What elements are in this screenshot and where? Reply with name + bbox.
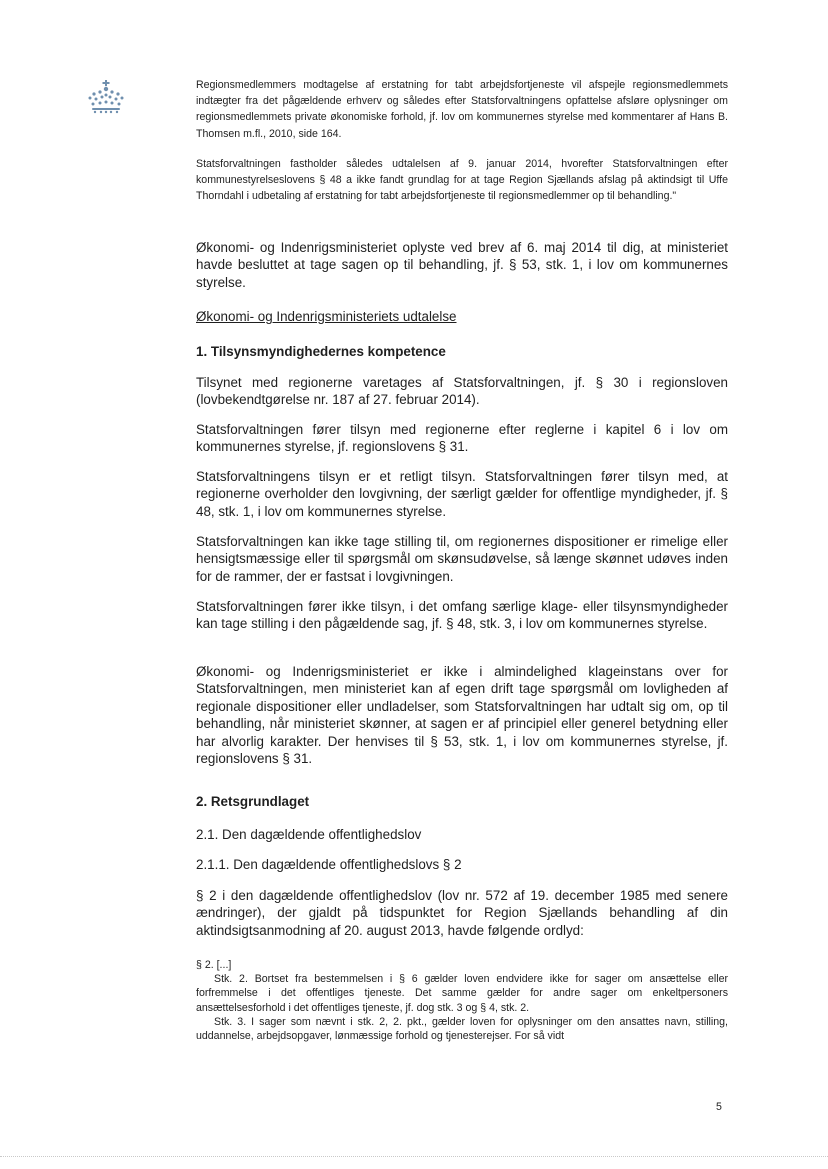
legal-quote-line: Stk. 3. I sager som nævnt i stk. 2, 2. pkt., gælder loven for oplysninger om den ansattes navn, stilling, uddannelse, arbejdsopgaver, lønmæssige forhold og tjenesterejser. For så vidt [196,1015,728,1043]
section-1-paragraph: Økonomi- og Indenrigsministeriet er ikke i almindelighed klageinstans over for Statsforvaltningen, men ministeriet kan af egen drift tage spørgsmål om lovligheden af regionale dispositioner eller undladelser, som Statsforvaltningen har udtalt sig om, op til behandling, når ministeriet skønner, at sagen er af principiel eller generel betydning eller har alvorlig karakter. Der henvises til § 53, stk. 1, i lov om kommunernes styrelse, jf. regionslovens § 31. [196,664,728,767]
quote-paragraph-2: Statsforvaltningen fastholder således udtalelsen af 9. januar 2014, hvorefter Statsforvaltningen efter kommunestyrelseslovens § 48 a ikke fandt grundlag for at tage Region Sjællands afslag på aktindsigt til Uffe Thorndahl i udbetaling af erstatning for tabt arbejdsfortjeneste til regionsmedlemmer op til behandling." [196,158,728,203]
intro-paragraph: Økonomi- og Indenrigsministeriet oplyste ved brev af 6. maj 2014 til dig, at ministeriet havde besluttet at tage sagen op til behandling, jf. § 53, stk. 1, i lov om kommunernes styrelse. [196,240,728,290]
section-1-paragraph: Tilsynet med regionerne varetages af Statsforvaltningen, jf. § 30 i regionsloven (lovbekendtgørelse nr. 187 af 27. februar 2014). [196,375,728,408]
section-1-heading: 1. Tilsynsmyndighedernes kompetence [196,344,446,359]
section-1-paragraph: Statsforvaltningen fører tilsyn med regionerne efter reglerne i kapitel 6 i lov om kommunernes styrelse, jf. regionslovens § 31. [196,422,728,455]
legal-quote [196,958,728,1043]
footer-divider [0,1156,828,1157]
section-title: Økonomi- og Indenrigsministeriets udtalelse [196,309,457,324]
section-2-subheading: 2.1.1. Den dagældende offentlighedslovs § 2 [196,857,462,872]
section-2-subheading: 2.1. Den dagældende offentlighedslov [196,827,422,842]
section-1-paragraph: Statsforvaltningens tilsyn er et retligt tilsyn. Statsforvaltningen fører tilsyn med, at regionerne overholder den lovgivning, der særligt gælder for offentlige myndigheder, jf. § 48, stk. 1, i lov om kommunernes styrelse. [196,469,728,519]
section-1-paragraph: Statsforvaltningen kan ikke tage stilling til, om regionernes dispositioner er rimelige eller hensigtsmæssige eller til spørgsmål om skønsudøvelse, så længe skønnet udøves inden for de rammer, der er fastsat i lovgivningen. [196,534,728,584]
quote-paragraph-1: Regionsmedlemmers modtagelse af erstatning for tabt arbejdsfortjeneste vil afspejle regionsmedlemmets indtægter fra det pågældende erhverv og således efter Statsforvaltningens opfattelse afsløre oplysninger om regionsmedlemmets private økonomiske forhold, jf. lov om kommunernes styrelse med kommentarer af Hans B. Thomsen m.fl., 2010, side 164. [196,79,728,140]
page-number: 5 [716,1101,722,1113]
section-1-paragraph: Statsforvaltningen fører ikke tilsyn, i det omfang særlige klage- eller tilsynsmyndigheder kan tage stilling i den pågældende sag, jf. § 48, stk. 3, i lov om kommunernes styrelse. [196,599,728,632]
legal-quote-line: Stk. 2. Bortset fra bestemmelsen i § 6 gælder loven endvidere ikke for sager om ansættelse eller forfremmelse i det offentliges tjeneste. Det samme gælder for andre sager om enkeltpersoners ansættelsesforhold i det offentliges tjeneste, jf. dog stk. 3 og § 4, stk. 2. [196,973,728,1014]
section-2-heading: 2. Retsgrundlaget [196,794,310,809]
legal-quote-line: § 2. [...] [196,959,232,971]
crown-emblem-icon [86,80,126,114]
section-2-paragraph: § 2 i den dagældende offentlighedslov (lov nr. 572 af 19. december 1985 med senere ændringer), der gjaldt på tidspunktet for Region Sjællands behandling af din aktindsigtsanmodning af 20. august 2013, havde følgende ordlyd: [196,888,728,938]
